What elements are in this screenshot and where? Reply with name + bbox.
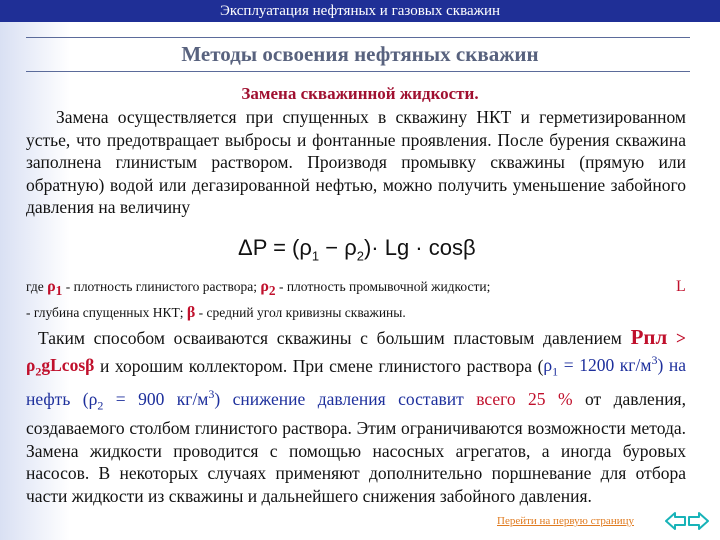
variable-L: L (676, 278, 686, 295)
arrow-left-icon (665, 511, 687, 531)
header-title: Эксплуатация нефтяных и газовых скважин (219, 3, 501, 19)
title-rule-top (26, 37, 690, 38)
pressure-formula: $\Delta P = (\rho_1 - \rho_2)\cdot Lg \cdot \cos\beta$ (238, 235, 476, 264)
section-subtitle: Замена скважинной жидкости. (241, 84, 479, 103)
prev-slide-button[interactable] (665, 508, 687, 534)
first-page-link[interactable]: Перейти на первую страницу (497, 515, 634, 527)
title-rule-bottom (26, 71, 690, 72)
paragraph-intro: Замена осуществляется при спущенных в скважину НКТ и герметизированном устье, что предотвращает выбросы и фонтанные проявления. После бурения скважина заполнена глинистым раствором. Производя промывку скважины (прямую или обратную) водой или дегазированной нефтью, можно получить уменьшение забойного давления на величину (26, 107, 686, 217)
next-slide-button[interactable] (687, 508, 709, 534)
arrow-right-icon (687, 511, 709, 531)
paragraph-conclusion: Таким способом осваиваются скважины с большим пластовым давлением Pпл > $\rho_2gLcos\beta$ и хорошим коллектором. При смене глинистого раствора ($\rho_1 = 1200$ $кг/м^3$) на нефть ($\rho_2 = 900$ $кг/м^3$) снижение давления составит всего 25 % от давления, создаваемого столбом глинистого раствора. Этим ограничиваются возможности метода. Замена жидкости проводится с помощью насосных агрегатов, а иногда буровых насосов. В некоторых случаях применяют дополнительно поршневание для отбора части жидкости из скважины и дальнейшего снижения забойного давления. (26, 325, 686, 506)
formula-legend: где $\rho_1$ - плотность глинистого раствора; $\rho_2$ - плотность промывочной жидкости; - глубина спущенных НКТ; β - средний угол кривизны скважины. (26, 278, 491, 322)
slide-title: Методы освоения нефтяных скважин (181, 42, 539, 66)
header-bar (0, 0, 720, 22)
